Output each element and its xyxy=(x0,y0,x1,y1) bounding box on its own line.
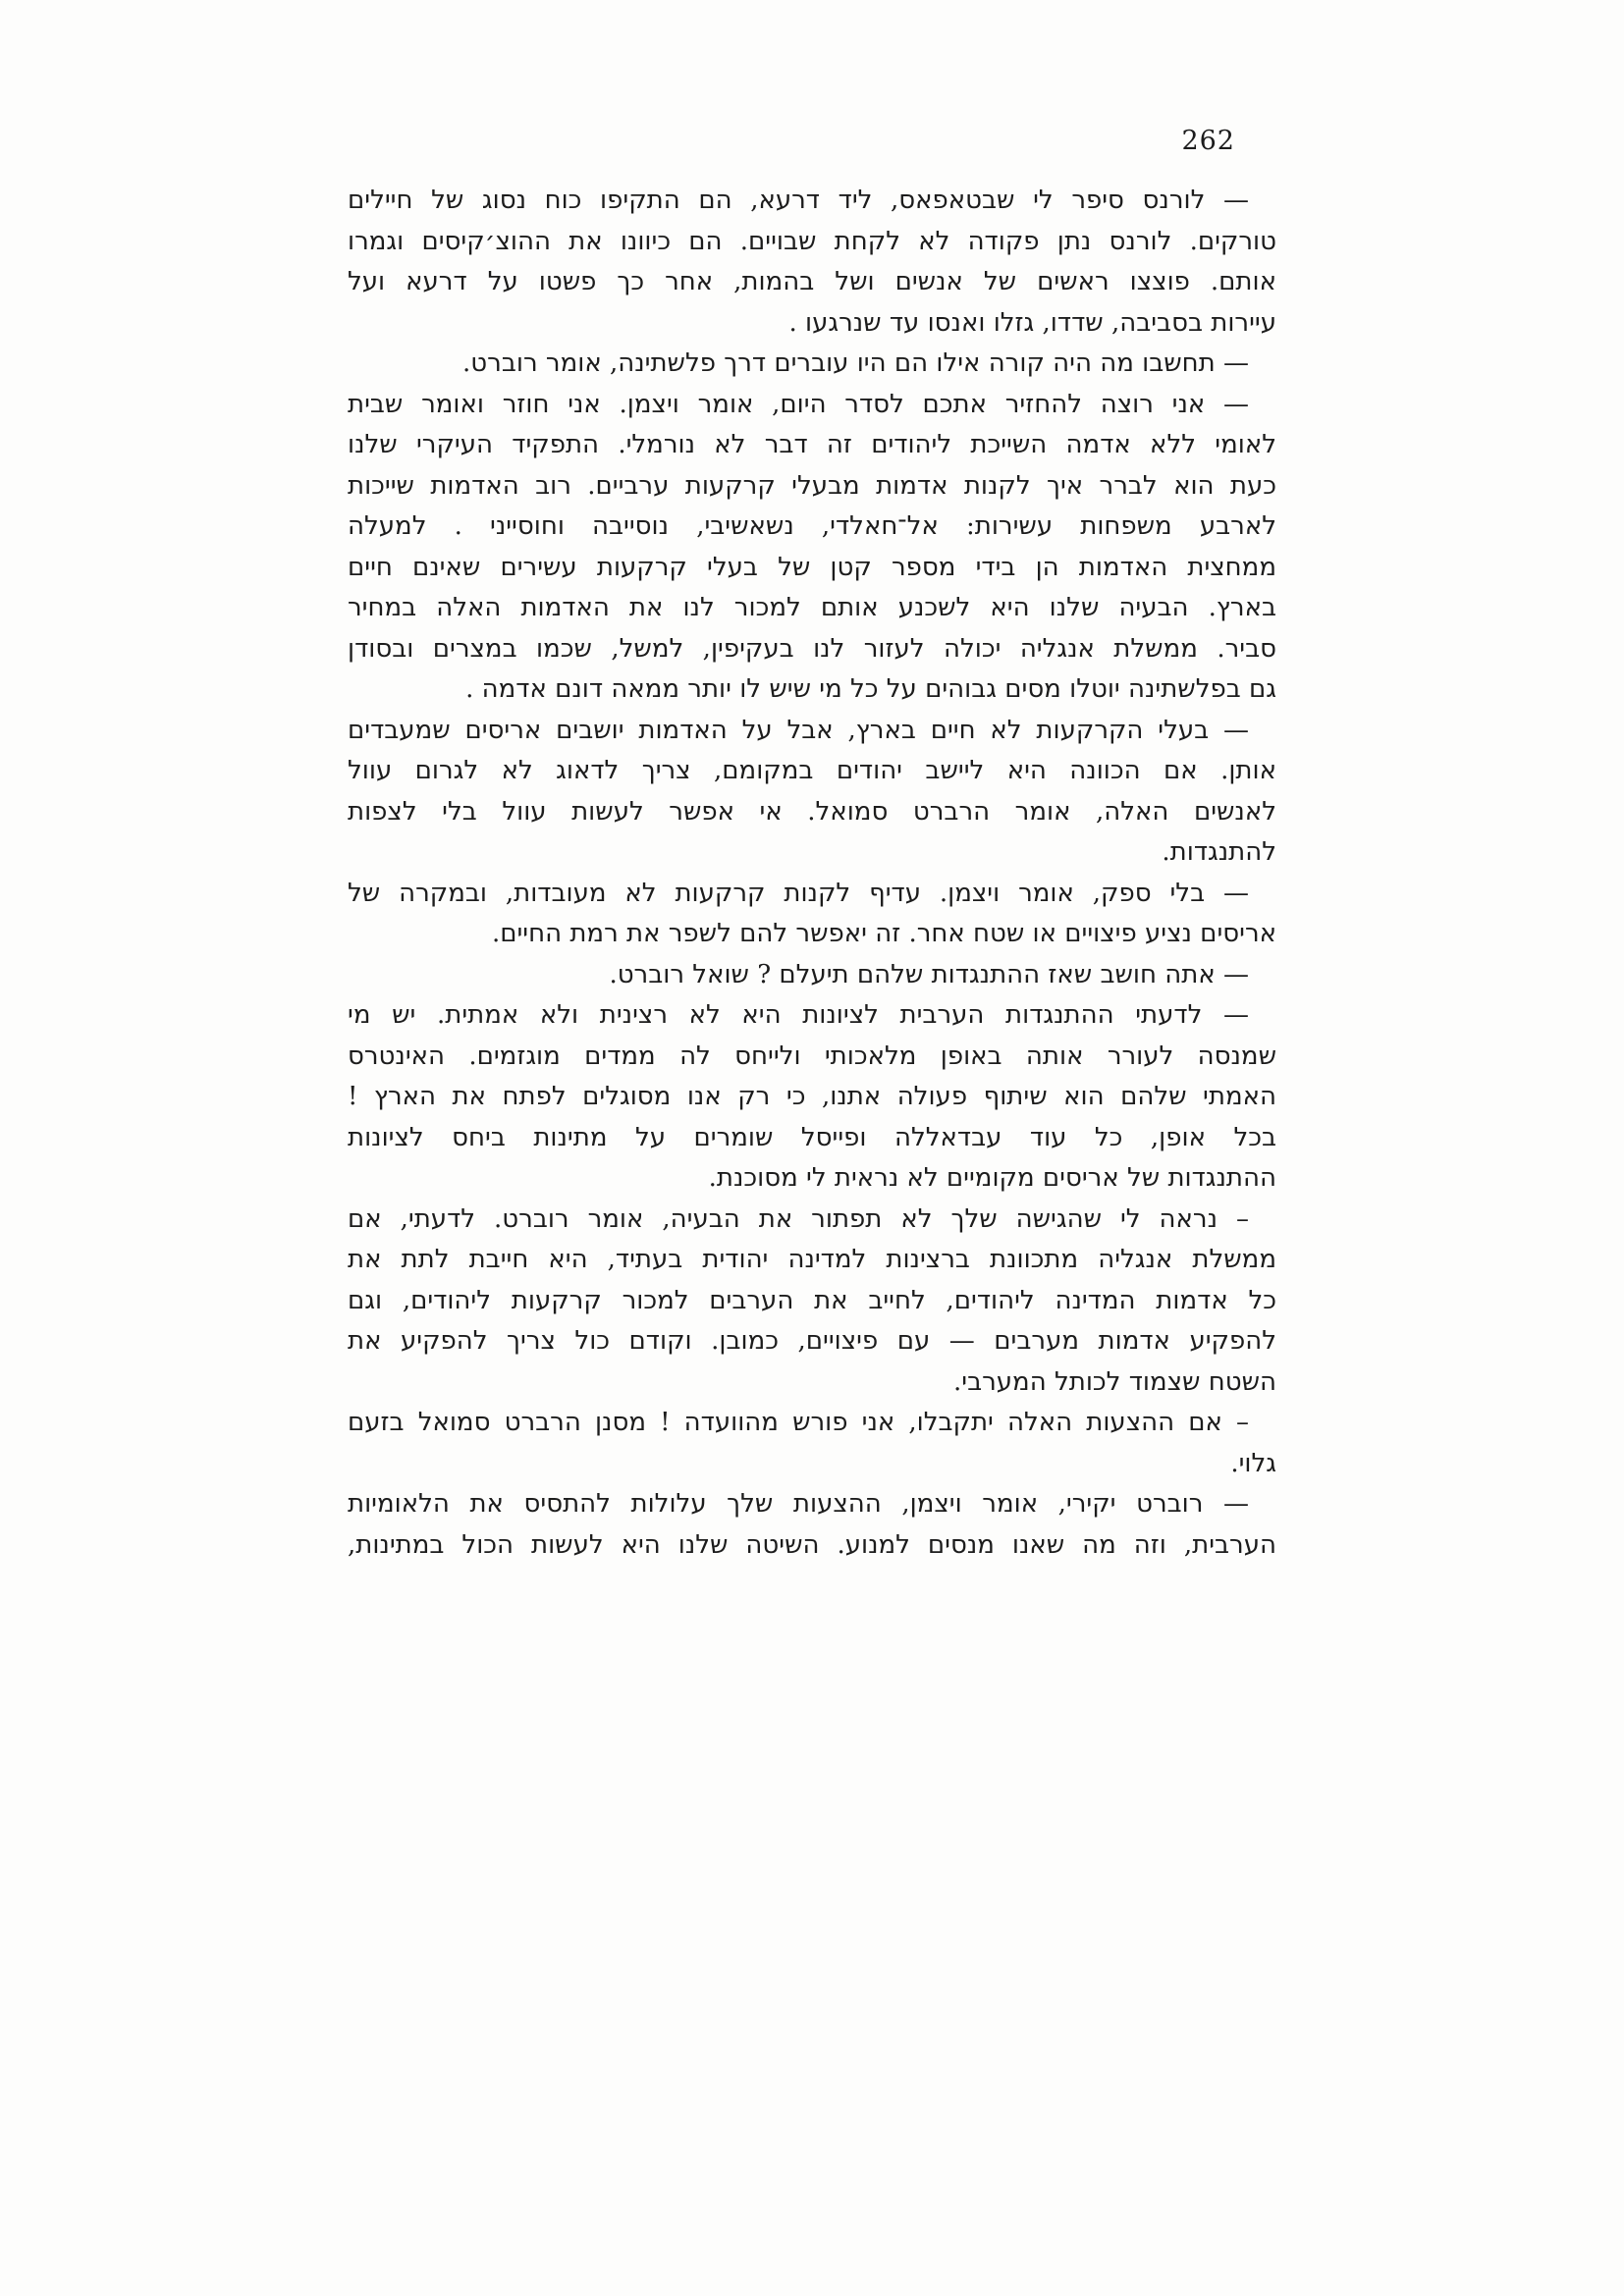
text-line: האמתי שלהם הוא שיתוף פעולה אתנו, כי רק אנו מסוגלים לפתח את הארץ ! xyxy=(348,1082,1276,1111)
text-line: טורקים. לורנס נתן פקודה לא לקחת שבויים. הם כיוונו את ההוצ׳קיסים וגמרו xyxy=(348,226,1276,256)
text-line: להתנגדות. xyxy=(1162,837,1276,867)
paragraph xyxy=(348,995,1276,1200)
text-line: — בעלי הקרקעות לא חיים בארץ, אבל על האדמות יושבים אריסים שמעבדים xyxy=(348,715,1249,745)
text-line: ממשלת אנגליה מתכוונת ברצינות למדינה יהודית בעתיד, היא חייבת לתת את xyxy=(348,1245,1276,1274)
text-line: – אם ההצעות האלה יתקבלו, אני פורש מהוועדה ! מסנן הרברט סמואל בזעם xyxy=(348,1408,1249,1437)
text-line: אריסים נציע פיצויים או שטח אחר. זה יאפשר להם לשפר את רמת החיים. xyxy=(491,919,1276,948)
paragraph xyxy=(348,1484,1276,1566)
text-line: – נראה לי שהגישה שלך לא תפתור את הבעיה, אומר רוברט. לדעתי, אם xyxy=(348,1203,1249,1234)
paragraph xyxy=(348,181,1276,344)
text-line: שמנסה לעורר אותה באופן מלאכותי ולייחס לה ממדים מוגזמים. האינטרס xyxy=(348,1041,1276,1071)
text-line: — בלי ספק, אומר ויצמן. עדיף לקנות קרקעות לא מעובדות, ובמקרה של xyxy=(348,878,1249,908)
text-line: — תחשבו מה היה קורה אילו הם היו עוברים דרך פלשתינה, אומר רוברט. xyxy=(462,348,1249,378)
text-line: גם בפלשתינה יוטלו מסים גבוהים על כל מי שיש לו יותר ממאה דונם אדמה . xyxy=(465,674,1276,704)
text-line: בארץ. הבעיה שלנו היא לשכנע אותם למכור לנו את האדמות האלה במחיר xyxy=(348,593,1276,622)
text-line: ממחצית האדמות הן בידי מספר קטן של בעלי קרקעות עשירים שאינם חיים xyxy=(348,552,1276,582)
text-line: סביר. ממשלת אנגליה יכולה לעזור לנו בעקיפין, למשל, שכמו במצרים ובסודן xyxy=(348,633,1276,664)
page-number: 262 xyxy=(1181,126,1235,156)
paragraph xyxy=(348,874,1276,955)
text-line: אותם. פוצצו ראשים של אנשים ושל בהמות, אחר כך פשטו על דרעא ועל xyxy=(348,267,1276,296)
text-line: — רוברט יקירי, אומר ויצמן, ההצעות שלך עלולות להתסיס את הלאומיות xyxy=(348,1489,1249,1519)
text-line: — אתה חושב שאז ההתנגדות שלהם תיעלם ? שואל רוברט. xyxy=(609,959,1249,989)
text-line: לאומי ללא אדמה השייכת ליהודים זה דבר לא נורמלי. התפקיד העיקרי שלנו xyxy=(348,430,1276,459)
body-text xyxy=(348,181,1276,1566)
text-line: כל אדמות המדינה ליהודים, לחייב את הערבים למכור קרקעות ליהודים, וגם xyxy=(348,1285,1276,1315)
paragraph xyxy=(348,711,1276,874)
text-line: הערבית, וזה מה שאנו מנסים למנוע. השיטה שלנו היא לעשות הכול במתינות, xyxy=(348,1529,1276,1560)
text-line: — לדעתי ההתנגדות הערבית לציונות היא לא רצינית ולא אמתית. יש מי xyxy=(348,1000,1249,1030)
text-line: לארבע משפחות עשירות: אל־חאלדי, נשאשיבי, נוסייבה וחוסייני . למעלה xyxy=(348,511,1276,541)
text-line: — לורנס סיפר לי שבטאפאס, ליד דרעא, הם התקיפו כוח נסוג של חיילים xyxy=(348,186,1249,215)
text-line: ההתנגדות של אריסים מקומיים לא נראית לי מסוכנת. xyxy=(708,1163,1276,1193)
text-line: — אני רוצה להחזיר אתכם לסדר היום, אומר ויצמן. אני חוזר ואומר שבית xyxy=(348,389,1249,419)
text-line: אותן. אם הכוונה היא ליישב יהודים במקומם, צריך לדאוג לא לגרום עוול xyxy=(348,756,1276,785)
paragraph xyxy=(348,955,1276,996)
text-line: גלוי. xyxy=(1230,1448,1276,1478)
paragraph xyxy=(348,385,1276,711)
text-line: עיירות בסביבה, שדדו, גזלו ואנסו עד שנרגעו . xyxy=(788,307,1276,338)
paragraph xyxy=(348,1200,1276,1404)
text-line: בכל אופן, כל עוד עבדאללה ופייסל שומרים על מתינות ביחס לציונות xyxy=(348,1122,1277,1152)
text-line: להפקיע אדמות מערבים — עם פיצויים, כמובן. וקודם כול צריך להפקיע את xyxy=(348,1326,1276,1356)
text-line: לאנשים האלה, אומר הרברט סמואל. אי אפשר לעשות עוול בלי לצפות xyxy=(348,796,1276,827)
text-line: כעת הוא לברר איך לקנות אדמות מבעלי קרקעות ערביים. רוב האדמות שייכות xyxy=(348,470,1276,501)
paragraph xyxy=(348,344,1276,385)
text-line: השטח שצמוד לכותל המערבי. xyxy=(952,1366,1276,1397)
paragraph xyxy=(348,1403,1276,1484)
